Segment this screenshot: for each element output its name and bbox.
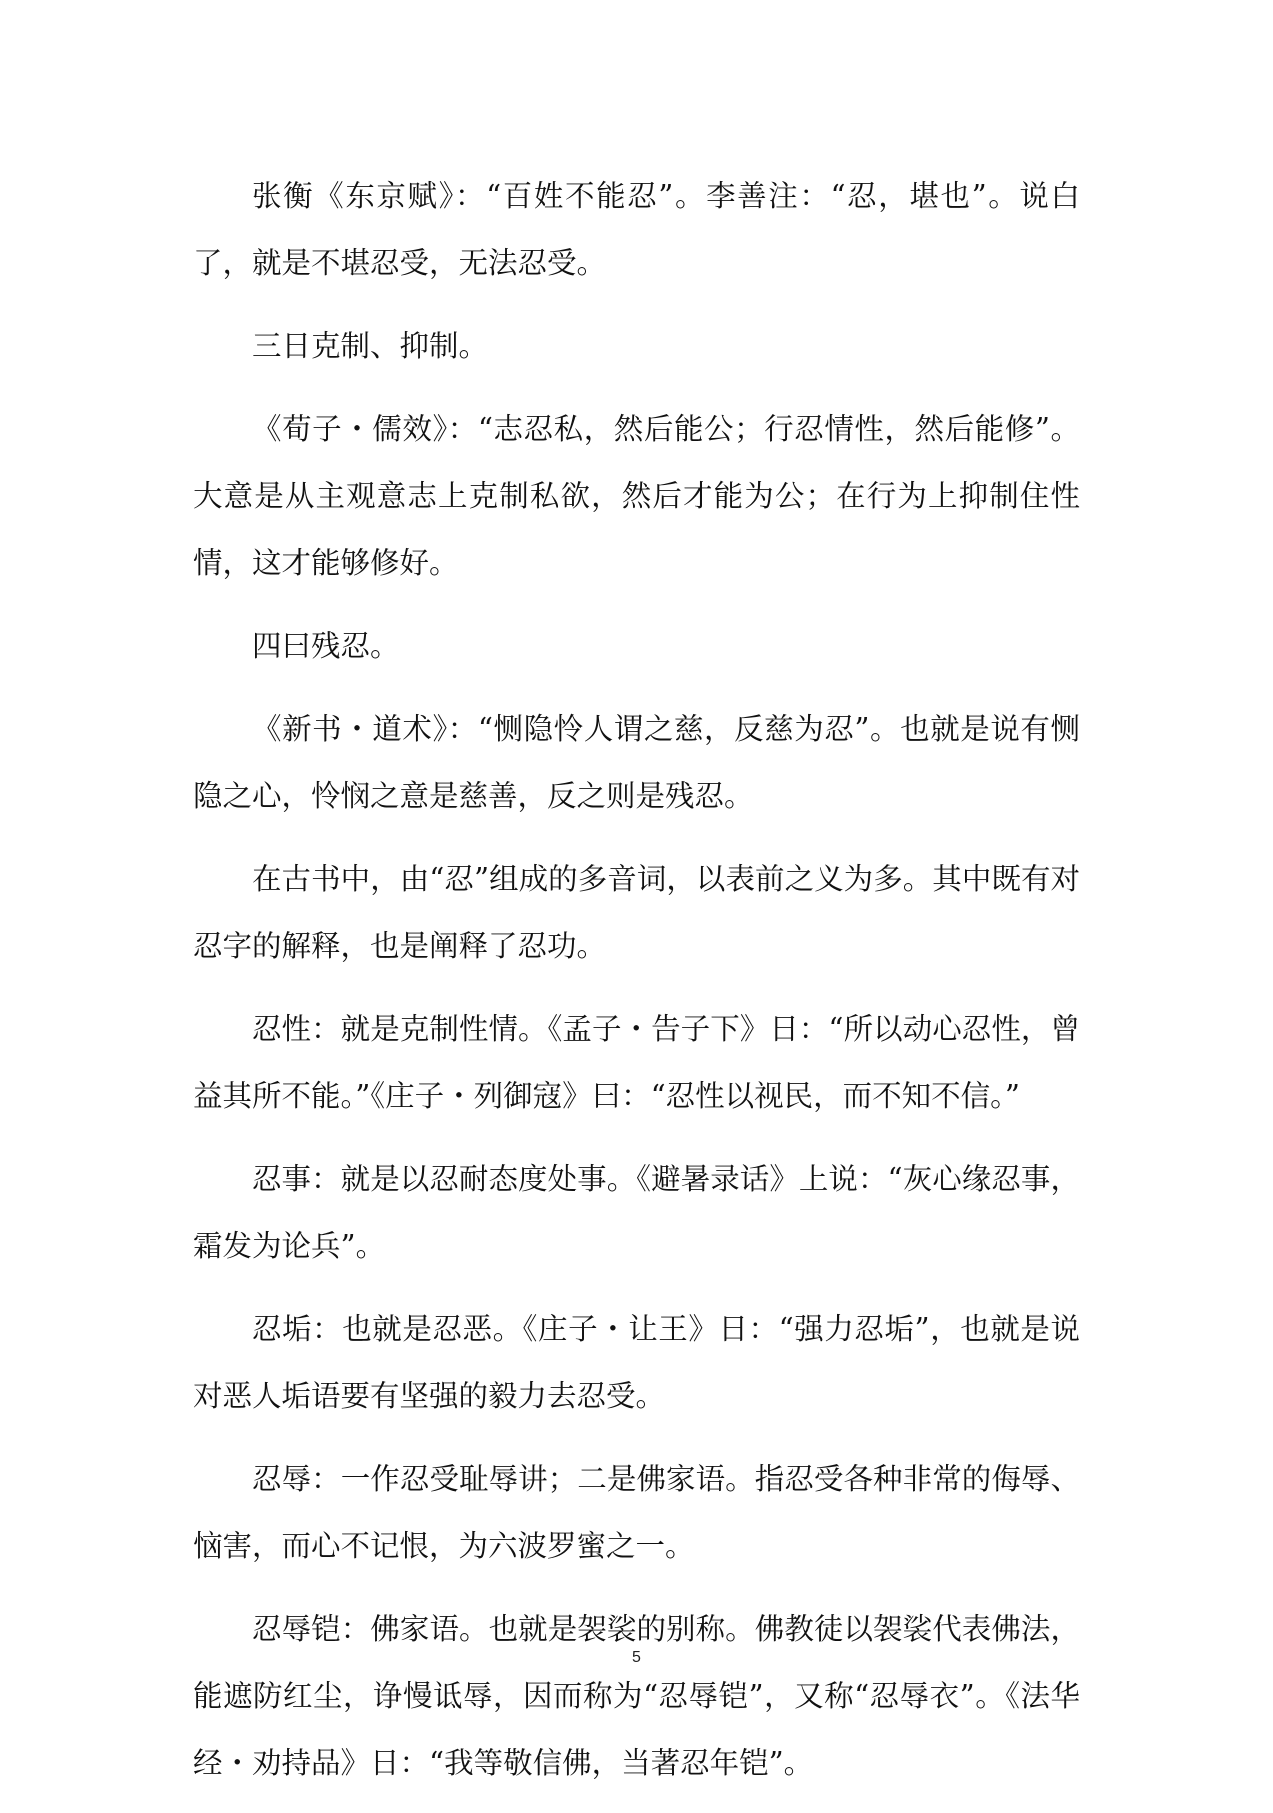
paragraph: 四曰残忍。	[252, 629, 400, 663]
paragraph: 《新书・道术》：“恻隐怜人谓之慈，反慈为忍”。也就是说有恻隐之心，怜悯之意是慈善，反之则是残忍。	[193, 712, 1080, 813]
paragraph: 忍事：就是以忍耐态度处事。《避暑录话》上说：“灰心缘忍事，霜发为论兵”。	[193, 1162, 1080, 1263]
page-number: 5	[632, 1649, 641, 1666]
paragraph: 张衡《东京赋》：“百姓不能忍”。李善注：“忍，堪也”。说白了，就是不堪忍受，无法忍受。	[193, 179, 1080, 280]
paragraph: 《荀子・儒效》：“志忍私，然后能公；行忍情性，然后能修”。大意是从主观意志上克制私欲，然后才能为公；在行为上抑制住性情，这才能够修好。	[193, 412, 1080, 580]
paragraph: 忍垢：也就是忍恶。《庄子・让王》日：“强力忍垢”，也就是说对恶人垢语要有坚强的毅力去忍受。	[193, 1312, 1080, 1413]
paragraph: 在古书中，由“忍”组成的多音词，以表前之义为多。其中既有对忍字的解释，也是阐释了忍功。	[193, 862, 1080, 963]
document-page	[193, 163, 1080, 1813]
paragraph: 忍性：就是克制性情。《孟子・告子下》日：“所以动心忍性，曾益其所不能。”《庄子・列御寇》曰：“忍性以视民，而不知不信。”	[193, 1012, 1080, 1113]
paragraph: 忍辱铠：佛家语。也就是袈裟的别称。佛教徒以袈裟代表佛法，能遮防红尘，诤慢诋辱，因而称为“忍辱铠”，又称“忍辱衣”。《法华经・劝持品》日：“我等敬信佛，当著忍年铠”。	[193, 1612, 1080, 1780]
paragraph: 三日克制、抑制。	[252, 329, 489, 363]
paragraph: 忍辱：一作忍受耻辱讲；二是佛家语。指忍受各种非常的侮辱、恼害，而心不记恨，为六波罗蜜之一。	[193, 1462, 1080, 1563]
